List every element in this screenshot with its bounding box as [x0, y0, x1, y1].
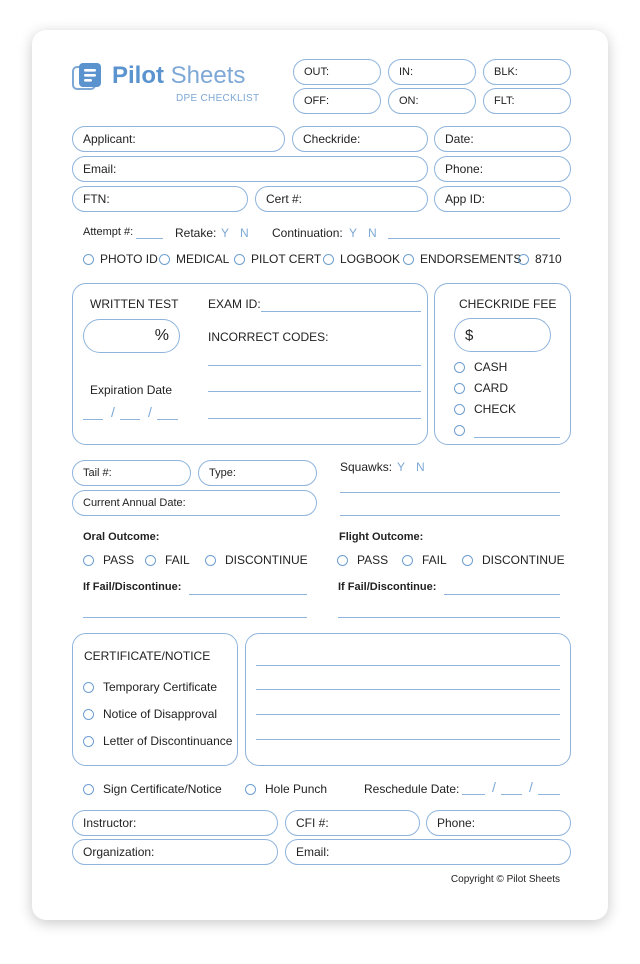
- ftn-label: FTN:: [83, 192, 110, 206]
- flight-pass-radio[interactable]: [337, 555, 348, 566]
- flight-discontinue-radio[interactable]: [462, 555, 473, 566]
- notes-box[interactable]: [245, 633, 571, 766]
- checkride-fee-title: CHECKRIDE FEE: [459, 297, 557, 311]
- flight-discontinue-label: DISCONTINUE: [482, 553, 565, 567]
- expiration-year-line[interactable]: [157, 419, 178, 420]
- date-label: Date:: [445, 132, 474, 146]
- logbook-label: LOGBOOK: [340, 252, 401, 266]
- cfi-field[interactable]: [285, 810, 420, 836]
- reschedule-year-line[interactable]: [538, 794, 560, 795]
- type-field[interactable]: [198, 460, 317, 486]
- card-label: CARD: [474, 381, 509, 395]
- organization-field[interactable]: [72, 839, 278, 865]
- disapproval-label: Notice of Disapproval: [103, 707, 218, 721]
- card-radio[interactable]: [454, 383, 465, 394]
- cert-disapproval[interactable]: [83, 707, 217, 721]
- expiration-month-line[interactable]: [83, 419, 103, 420]
- email-field[interactable]: [72, 156, 428, 182]
- copyright: Copyright © Pilot Sheets: [450, 874, 560, 885]
- certificate-title: CERTIFICATE/NOTICE: [84, 649, 211, 663]
- phone-field[interactable]: [434, 156, 571, 182]
- cert-label: Cert #:: [266, 192, 303, 206]
- continuation-yes[interactable]: Y: [349, 226, 358, 240]
- attempt-line[interactable]: [136, 238, 163, 239]
- check-radio[interactable]: [454, 404, 465, 415]
- discontinuance-radio[interactable]: [83, 736, 94, 747]
- exam-id-line[interactable]: [261, 311, 421, 312]
- flight-if-fail-line-1[interactable]: [444, 594, 560, 595]
- flight-discontinue[interactable]: [462, 553, 565, 567]
- out-field[interactable]: [293, 59, 381, 85]
- in-field[interactable]: [388, 59, 476, 85]
- fee-check[interactable]: [454, 402, 516, 416]
- flight-fail[interactable]: [402, 553, 447, 567]
- endorsements-radio[interactable]: [403, 254, 414, 265]
- oral-if-fail-label: If Fail/Discontinue:: [83, 581, 182, 593]
- doc-8710[interactable]: [518, 252, 562, 266]
- flight-pass-label: PASS: [357, 553, 389, 567]
- fee-cash[interactable]: [454, 360, 507, 374]
- cash-label: CASH: [474, 360, 508, 374]
- cfi-label: CFI #:: [296, 816, 329, 830]
- doc-pilot-cert[interactable]: [234, 252, 321, 266]
- flight-if-fail-label: If Fail/Discontinue:: [338, 581, 437, 593]
- oral-fail-radio[interactable]: [145, 555, 156, 566]
- incorrect-codes-line-3[interactable]: [208, 418, 421, 419]
- other-radio[interactable]: [454, 425, 465, 436]
- cash-radio[interactable]: [454, 362, 465, 373]
- discontinuance-label: Letter of Discontinuance: [103, 734, 233, 748]
- blk-label: BLK:: [494, 66, 518, 78]
- on-field[interactable]: [388, 88, 476, 114]
- expiration-day-line[interactable]: [120, 419, 140, 420]
- pilot-cert-label: PILOT CERT: [251, 252, 322, 266]
- hole-punch-radio[interactable]: [245, 784, 256, 795]
- squawks-line-1[interactable]: [340, 492, 560, 493]
- reschedule-month-line[interactable]: [462, 794, 485, 795]
- notes-line-4[interactable]: [256, 739, 560, 740]
- medical-label: MEDICAL: [176, 252, 230, 266]
- reschedule-day-line[interactable]: [501, 794, 522, 795]
- expiration-date-label: Expiration Date: [90, 383, 173, 397]
- tail-field[interactable]: [72, 460, 191, 486]
- reschedule-label: Reschedule Date:: [364, 782, 460, 796]
- instructor-phone-label: Phone:: [437, 816, 476, 830]
- blk-field[interactable]: [483, 59, 571, 85]
- temporary-label: Temporary Certificate: [103, 680, 218, 694]
- oral-fail-label: FAIL: [165, 553, 190, 567]
- endorsements-label: ENDORSEMENTS: [420, 252, 522, 266]
- oral-fail[interactable]: [145, 553, 190, 567]
- squawks-no[interactable]: N: [416, 460, 425, 474]
- medical-radio[interactable]: [159, 254, 170, 265]
- flt-label: FLT:: [494, 95, 515, 107]
- flight-pass[interactable]: [337, 553, 388, 567]
- continuation-no[interactable]: N: [368, 226, 377, 240]
- doc-logbook[interactable]: [323, 252, 400, 266]
- flight-fail-radio[interactable]: [402, 555, 413, 566]
- photo-id-radio[interactable]: [83, 254, 94, 265]
- off-label: OFF:: [304, 95, 330, 107]
- retake-yes[interactable]: Y: [221, 226, 230, 240]
- instructor-email-label: Email:: [296, 845, 330, 859]
- checklist-sheet: [32, 30, 608, 920]
- organization-label: Organization:: [83, 845, 155, 859]
- ftn-field[interactable]: [72, 186, 248, 212]
- applicant-field[interactable]: [72, 126, 285, 152]
- instructor-email-field[interactable]: [285, 839, 571, 865]
- written-score-field[interactable]: [83, 319, 180, 353]
- app-id-field[interactable]: [434, 186, 571, 212]
- retake-label: Retake:: [175, 226, 217, 240]
- off-field[interactable]: [293, 88, 381, 114]
- flt-field[interactable]: [483, 88, 571, 114]
- in-label: IN:: [399, 66, 414, 78]
- written-test-title: WRITTEN TEST: [90, 297, 179, 311]
- oral-discontinue-radio[interactable]: [205, 555, 216, 566]
- reschedule-sep-1: /: [492, 779, 496, 795]
- incorrect-codes-line-1[interactable]: [208, 365, 421, 366]
- logo-icon: [72, 62, 104, 92]
- fee-other-line[interactable]: [474, 437, 560, 438]
- incorrect-codes-label: INCORRECT CODES:: [208, 330, 329, 344]
- brand-subtitle: DPE CHECKLIST: [176, 93, 260, 104]
- doc-endorsements[interactable]: [403, 252, 521, 266]
- brand-name-sheets: Sheets: [170, 62, 246, 89]
- date-field[interactable]: [434, 126, 571, 152]
- percent-sign: %: [154, 327, 169, 344]
- applicant-label: Applicant:: [83, 132, 136, 146]
- expiration-sep-1: /: [111, 404, 115, 420]
- squawks-line-2[interactable]: [340, 515, 560, 516]
- squawks-label: Squawks:: [340, 460, 393, 474]
- instructor-label: Instructor:: [83, 816, 137, 830]
- oral-pass-label: PASS: [103, 553, 135, 567]
- oral-pass[interactable]: [83, 553, 134, 567]
- email-label: Email:: [83, 162, 117, 176]
- notes-line-2[interactable]: [256, 689, 560, 690]
- dollar-sign: $: [465, 326, 474, 344]
- annual-date-field[interactable]: [72, 490, 317, 516]
- annual-date-label: Current Annual Date:: [83, 497, 186, 509]
- oral-pass-radio[interactable]: [83, 555, 94, 566]
- notes-line-1[interactable]: [256, 665, 560, 666]
- logbook-radio[interactable]: [323, 254, 334, 265]
- hole-punch[interactable]: [245, 782, 327, 796]
- fee-amount-field[interactable]: [454, 318, 551, 352]
- 8710-label: 8710: [535, 252, 562, 266]
- 8710-radio[interactable]: [518, 254, 529, 265]
- oral-if-fail-line-2[interactable]: [83, 617, 307, 618]
- app-id-label: App ID:: [445, 192, 486, 206]
- oral-discontinue-label: DISCONTINUE: [225, 553, 308, 567]
- instructor-field[interactable]: [72, 810, 278, 836]
- flight-if-fail-line-2[interactable]: [338, 617, 560, 618]
- photo-id-label: PHOTO ID: [100, 252, 158, 266]
- flight-outcome-label: Flight Outcome:: [339, 531, 424, 543]
- type-label: Type:: [209, 467, 236, 479]
- brand-name: [112, 62, 245, 90]
- doc-photo-id[interactable]: [83, 252, 158, 266]
- oral-if-fail-line-1[interactable]: [189, 594, 307, 595]
- reschedule-sep-2: /: [529, 779, 533, 795]
- hole-punch-label: Hole Punch: [265, 782, 328, 796]
- brand-name-pilot: Pilot: [112, 62, 164, 89]
- doc-medical[interactable]: [159, 252, 229, 266]
- tail-label: Tail #:: [83, 467, 112, 479]
- notes-line-3[interactable]: [256, 714, 560, 715]
- oral-discontinue[interactable]: [205, 553, 308, 567]
- temporary-radio[interactable]: [83, 682, 94, 693]
- phone-label: Phone:: [445, 162, 484, 176]
- check-label: CHECK: [474, 402, 517, 416]
- incorrect-codes-line-2[interactable]: [208, 391, 421, 392]
- out-label: OUT:: [304, 66, 330, 78]
- cert-discontinuance[interactable]: [83, 734, 232, 748]
- retake-no[interactable]: N: [240, 226, 249, 240]
- squawks-yes[interactable]: Y: [397, 460, 406, 474]
- checkride-label: Checkride:: [303, 132, 361, 146]
- checkride-field[interactable]: [292, 126, 428, 152]
- continuation-label: Continuation:: [272, 226, 343, 240]
- disapproval-radio[interactable]: [83, 709, 94, 720]
- sign-label: Sign Certificate/Notice: [103, 782, 222, 796]
- fee-other[interactable]: [454, 425, 471, 436]
- on-label: ON:: [399, 95, 419, 107]
- flight-fail-label: FAIL: [422, 553, 447, 567]
- expiration-sep-2: /: [148, 404, 152, 420]
- cert-field[interactable]: [255, 186, 428, 212]
- sign-radio[interactable]: [83, 784, 94, 795]
- exam-id-label: EXAM ID:: [208, 297, 261, 311]
- oral-outcome-label: Oral Outcome:: [83, 531, 160, 543]
- fee-card[interactable]: [454, 381, 508, 395]
- sign-certificate[interactable]: [83, 782, 222, 796]
- attempt-label: Attempt #:: [83, 226, 134, 238]
- instructor-phone-field[interactable]: [426, 810, 571, 836]
- continuation-line[interactable]: [388, 238, 560, 239]
- cert-temporary[interactable]: [83, 680, 217, 694]
- pilot-cert-radio[interactable]: [234, 254, 245, 265]
